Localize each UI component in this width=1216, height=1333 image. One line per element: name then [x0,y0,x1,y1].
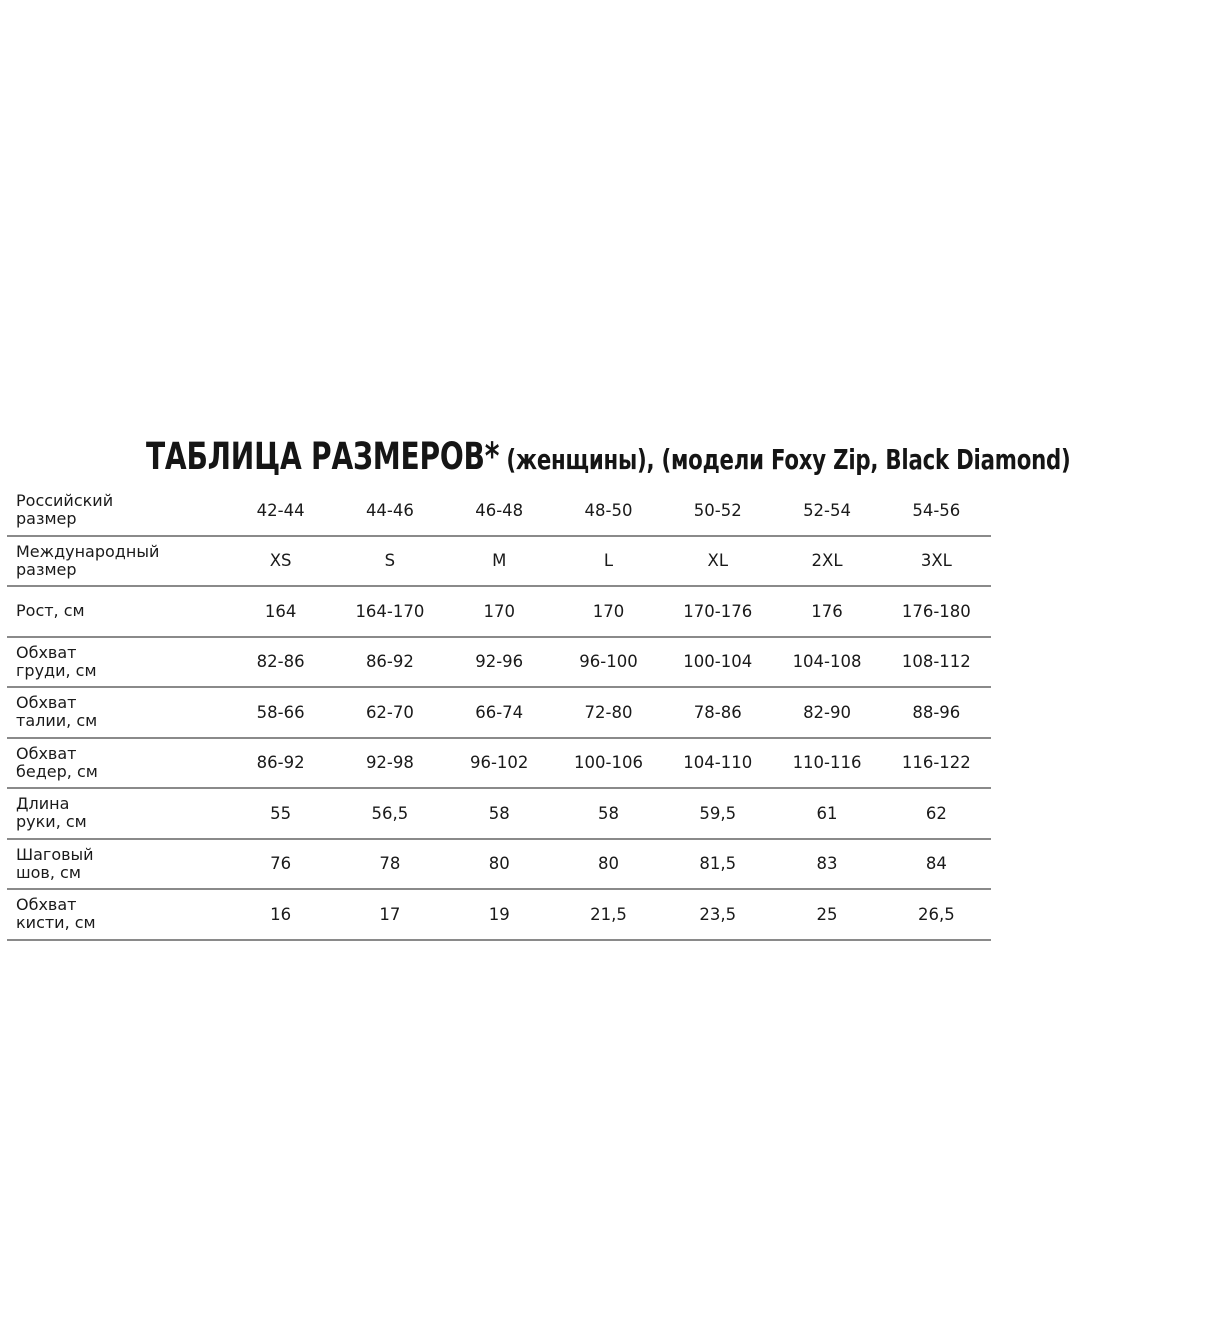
row-label-line: руки, см [16,812,87,832]
table-cell: 164-170 [335,586,444,637]
table-row-chest [7,637,991,688]
row-label [7,586,226,637]
title-subtitle: (женщины), (модели Foxy Zip, Black Diamond) [499,443,1071,476]
table-cell: 21,5 [554,889,663,940]
table-cell: 80 [554,839,663,890]
table-row-international-size [7,536,991,587]
table-cell: 104-110 [663,738,772,789]
table-cell: 56,5 [335,788,444,839]
table-cell: 26,5 [882,889,991,940]
table-cell: 23,5 [663,889,772,940]
table-cell: 52-54 [772,486,881,536]
table-cell: XS [226,536,335,587]
table-cell: 42-44 [226,486,335,536]
table-cell: 48-50 [554,486,663,536]
table-cell: 92-98 [335,738,444,789]
table-row-wrist [7,889,991,940]
table-cell: 78-86 [663,687,772,738]
table-cell: M [445,536,554,587]
row-label-line: бедер, см [16,761,98,781]
table-cell: 116-122 [882,738,991,789]
table-cell: 170 [554,586,663,637]
table-cell: 96-102 [445,738,554,789]
row-label-line: шов, см [16,862,81,882]
row-label-line: размер [16,559,77,579]
table-cell: XL [663,536,772,587]
row-label [7,687,226,738]
row-label-line: Обхват [16,743,77,763]
table-cell: S [335,536,444,587]
table-cell: 82-86 [226,637,335,688]
table-cell: 55 [226,788,335,839]
table-cell: 78 [335,839,444,890]
row-label-line: талии, см [16,711,98,731]
table-cell: 58 [554,788,663,839]
table-row-waist [7,687,991,738]
table-cell: 164 [226,586,335,637]
table-cell: 170 [445,586,554,637]
table-cell: 108-112 [882,637,991,688]
table-cell: 58-66 [226,687,335,738]
table-cell: 76 [226,839,335,890]
table-cell: 2XL [772,536,881,587]
row-label-line: Российский [16,491,114,511]
table-cell: 16 [226,889,335,940]
table-cell: 66-74 [445,687,554,738]
row-label [7,788,226,839]
table-cell: 25 [772,889,881,940]
row-label [7,486,226,536]
size-chart-table [7,486,991,941]
table-cell: 54-56 [882,486,991,536]
table-cell: 86-92 [226,738,335,789]
table-cell: 84 [882,839,991,890]
table-cell: 81,5 [663,839,772,890]
table-cell: 86-92 [335,637,444,688]
row-label [7,889,226,940]
table-cell: 62-70 [335,687,444,738]
table-row-russian-size [7,486,991,536]
table-cell: 110-116 [772,738,881,789]
row-label-line: груди, см [16,660,97,680]
table-row-inseam [7,839,991,890]
row-label-line: Международный [16,541,160,561]
row-label-line: Обхват [16,642,77,662]
row-label [7,536,226,587]
table-cell: 96-100 [554,637,663,688]
row-label-line: Рост, см [16,601,85,621]
row-label [7,637,226,688]
table-cell: 59,5 [663,788,772,839]
row-label [7,738,226,789]
table-cell: 80 [445,839,554,890]
table-cell: 100-106 [554,738,663,789]
row-label-line: Обхват [16,895,77,915]
row-label-line: Шаговый [16,844,94,864]
table-cell: 61 [772,788,881,839]
table-cell: 176-180 [882,586,991,637]
table-cell: 3XL [882,536,991,587]
table-cell: 176 [772,586,881,637]
table-row-arm-length [7,788,991,839]
row-label-line: Обхват [16,693,77,713]
table-cell: 83 [772,839,881,890]
table-cell: 58 [445,788,554,839]
table-cell: 88-96 [882,687,991,738]
table-row-hips [7,738,991,789]
table-row-height [7,586,991,637]
title-block [0,432,1071,482]
table-cell: 104-108 [772,637,881,688]
table-cell: 46-48 [445,486,554,536]
row-label-line: Длина [16,794,70,814]
table-cell: 170-176 [663,586,772,637]
row-label-line: кисти, см [16,913,96,933]
table-cell: 100-104 [663,637,772,688]
table-cell: 92-96 [445,637,554,688]
table-cell: 62 [882,788,991,839]
page-title [146,432,1071,489]
table-cell: L [554,536,663,587]
table-cell: 17 [335,889,444,940]
table-cell: 82-90 [772,687,881,738]
table-cell: 44-46 [335,486,444,536]
title-main: ТАБЛИЦА РАЗМЕРОВ* [145,435,500,478]
row-label-line: размер [16,509,77,529]
row-label [7,839,226,890]
table-cell: 50-52 [663,486,772,536]
table-cell: 72-80 [554,687,663,738]
table-cell: 19 [445,889,554,940]
